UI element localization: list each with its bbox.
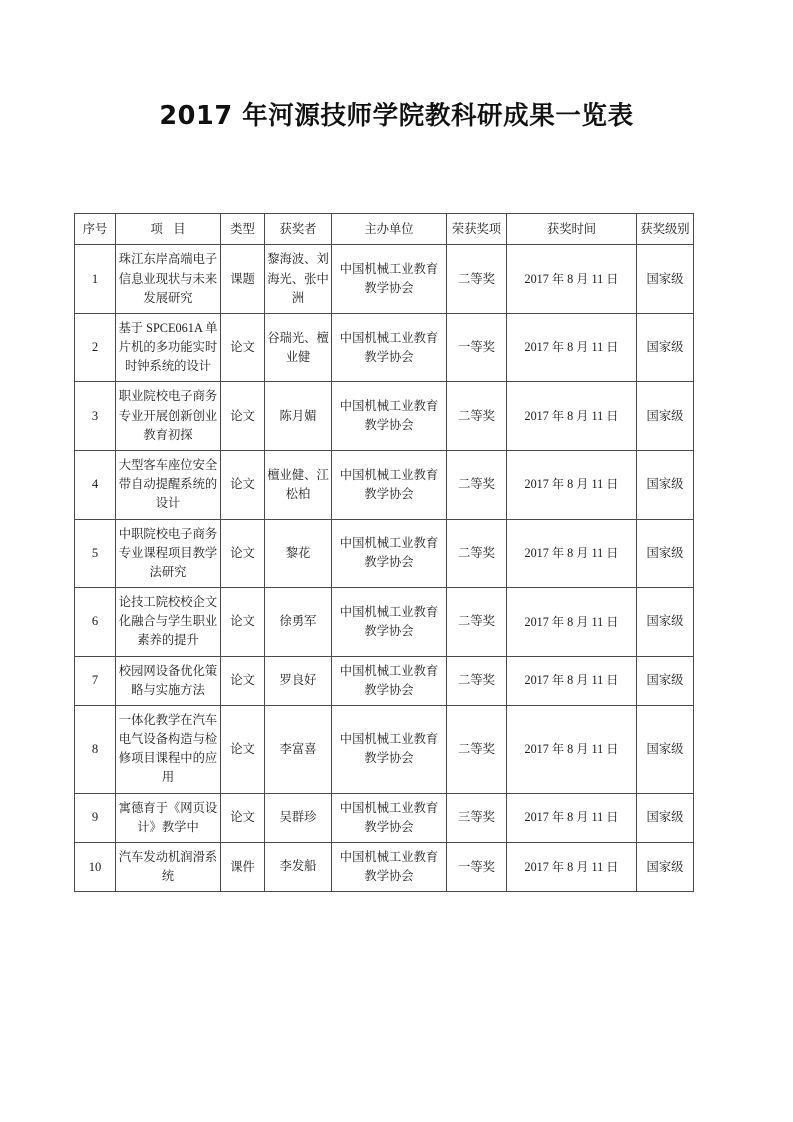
table-row <box>75 382 694 451</box>
cell-level: 国家级 <box>637 245 694 314</box>
table-body <box>75 245 694 892</box>
cell-award: 二等奖 <box>447 656 507 705</box>
cell-type: 论文 <box>221 519 265 588</box>
column-header-project: 项 目 <box>116 214 221 245</box>
table-row <box>75 705 694 793</box>
cell-award: 三等奖 <box>447 793 507 842</box>
column-header-date: 获奖时间 <box>507 214 637 245</box>
cell-winner: 黎花 <box>265 519 332 588</box>
cell-type: 课件 <box>221 842 265 891</box>
table-row <box>75 842 694 891</box>
cell-award: 二等奖 <box>447 588 507 657</box>
cell-organizer: 中国机械工业教育教学协会 <box>332 519 447 588</box>
table-header-row <box>75 214 694 245</box>
cell-project: 校园网设备优化策略与实施方法 <box>116 656 221 705</box>
table-row <box>75 588 694 657</box>
table-header <box>75 214 694 245</box>
cell-award: 二等奖 <box>447 382 507 451</box>
cell-winner: 吴群珍 <box>265 793 332 842</box>
cell-type: 论文 <box>221 705 265 793</box>
cell-project: 基于 SPCE061A 单片机的多功能实时时钟系统的设计 <box>116 313 221 382</box>
cell-award: 二等奖 <box>447 245 507 314</box>
cell-winner: 谷瑞光、檀业健 <box>265 313 332 382</box>
cell-winner: 李发船 <box>265 842 332 891</box>
cell-date: 2017 年 8 月 11 日 <box>507 450 637 519</box>
cell-type: 课题 <box>221 245 265 314</box>
cell-award: 一等奖 <box>447 313 507 382</box>
cell-level: 国家级 <box>637 588 694 657</box>
cell-award: 二等奖 <box>447 450 507 519</box>
cell-project: 大型客车座位安全带自动提醒系统的设计 <box>116 450 221 519</box>
cell-seq: 1 <box>75 245 116 314</box>
cell-organizer: 中国机械工业教育教学协会 <box>332 656 447 705</box>
cell-date: 2017 年 8 月 11 日 <box>507 588 637 657</box>
cell-type: 论文 <box>221 588 265 657</box>
cell-type: 论文 <box>221 382 265 451</box>
cell-seq: 8 <box>75 705 116 793</box>
table-row <box>75 519 694 588</box>
research-results-table <box>74 213 694 892</box>
cell-level: 国家级 <box>637 382 694 451</box>
cell-project: 汽车发动机润滑系统 <box>116 842 221 891</box>
cell-seq: 2 <box>75 313 116 382</box>
cell-seq: 9 <box>75 793 116 842</box>
cell-organizer: 中国机械工业教育教学协会 <box>332 313 447 382</box>
cell-winner: 徐勇军 <box>265 588 332 657</box>
cell-project: 珠江东岸高端电子信息业现状与未来发展研究 <box>116 245 221 314</box>
cell-date: 2017 年 8 月 11 日 <box>507 705 637 793</box>
cell-organizer: 中国机械工业教育教学协会 <box>332 245 447 314</box>
cell-project: 一体化教学在汽车电气设备构造与检修项目课程中的应用 <box>116 705 221 793</box>
page-title: 2017 年河源技师学院教科研成果一览表 <box>159 101 634 131</box>
table-row <box>75 245 694 314</box>
cell-type: 论文 <box>221 450 265 519</box>
column-header-type: 类型 <box>221 214 265 245</box>
cell-date: 2017 年 8 月 11 日 <box>507 313 637 382</box>
column-header-winner: 获奖者 <box>265 214 332 245</box>
cell-level: 国家级 <box>637 313 694 382</box>
cell-level: 国家级 <box>637 450 694 519</box>
cell-type: 论文 <box>221 656 265 705</box>
cell-project: 寓德育于《网页设计》教学中 <box>116 793 221 842</box>
cell-organizer: 中国机械工业教育教学协会 <box>332 793 447 842</box>
column-header-award: 荣获奖项 <box>447 214 507 245</box>
cell-type: 论文 <box>221 793 265 842</box>
cell-date: 2017 年 8 月 11 日 <box>507 842 637 891</box>
cell-date: 2017 年 8 月 11 日 <box>507 382 637 451</box>
cell-date: 2017 年 8 月 11 日 <box>507 245 637 314</box>
cell-organizer: 中国机械工业教育教学协会 <box>332 842 447 891</box>
cell-seq: 7 <box>75 656 116 705</box>
cell-date: 2017 年 8 月 11 日 <box>507 519 637 588</box>
cell-winner: 罗良好 <box>265 656 332 705</box>
cell-level: 国家级 <box>637 519 694 588</box>
table-row <box>75 313 694 382</box>
cell-seq: 6 <box>75 588 116 657</box>
cell-organizer: 中国机械工业教育教学协会 <box>332 382 447 451</box>
cell-winner: 陈月媚 <box>265 382 332 451</box>
cell-level: 国家级 <box>637 656 694 705</box>
column-header-organizer: 主办单位 <box>332 214 447 245</box>
cell-seq: 5 <box>75 519 116 588</box>
cell-award: 二等奖 <box>447 705 507 793</box>
cell-level: 国家级 <box>637 793 694 842</box>
cell-organizer: 中国机械工业教育教学协会 <box>332 705 447 793</box>
cell-type: 论文 <box>221 313 265 382</box>
cell-level: 国家级 <box>637 705 694 793</box>
cell-organizer: 中国机械工业教育教学协会 <box>332 588 447 657</box>
table-row <box>75 656 694 705</box>
cell-date: 2017 年 8 月 11 日 <box>507 656 637 705</box>
cell-winner: 檀业健、江松柏 <box>265 450 332 519</box>
cell-project: 中职院校电子商务专业课程项目教学法研究 <box>116 519 221 588</box>
cell-level: 国家级 <box>637 842 694 891</box>
results-table-container <box>74 213 693 892</box>
cell-seq: 3 <box>75 382 116 451</box>
cell-award: 二等奖 <box>447 519 507 588</box>
cell-seq: 10 <box>75 842 116 891</box>
cell-winner: 黎海波、刘海光、张中洲 <box>265 245 332 314</box>
column-header-level: 获奖级别 <box>637 214 694 245</box>
table-row <box>75 793 694 842</box>
cell-seq: 4 <box>75 450 116 519</box>
column-header-seq: 序号 <box>75 214 116 245</box>
cell-project: 论技工院校校企文化融合与学生职业素养的提升 <box>116 588 221 657</box>
cell-organizer: 中国机械工业教育教学协会 <box>332 450 447 519</box>
cell-project: 职业院校电子商务专业开展创新创业教育初探 <box>116 382 221 451</box>
table-row <box>75 450 694 519</box>
cell-winner: 李富喜 <box>265 705 332 793</box>
cell-award: 一等奖 <box>447 842 507 891</box>
cell-date: 2017 年 8 月 11 日 <box>507 793 637 842</box>
